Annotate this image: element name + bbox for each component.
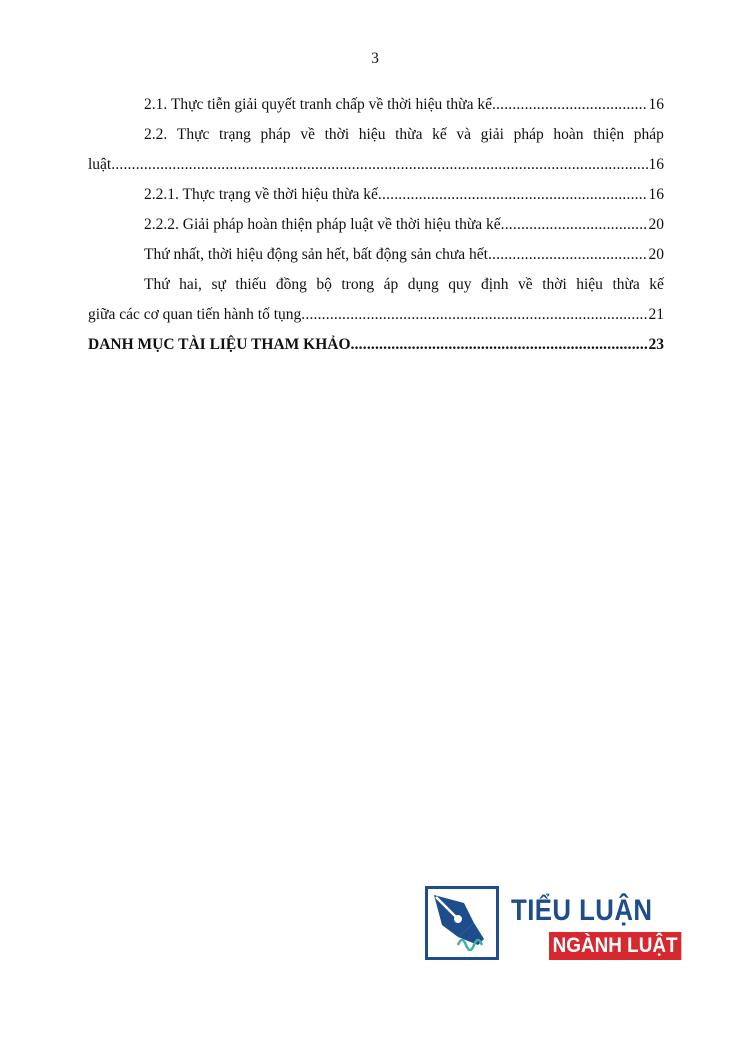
word: giải: [480, 126, 504, 143]
toc-entry-2-2-line2[interactable]: [88, 150, 664, 180]
dot-leader: [492, 90, 648, 120]
toc-entry-label: luật: [88, 156, 112, 173]
word: Thứ: [144, 276, 170, 293]
word: 2.2.: [144, 126, 168, 143]
word: kế: [432, 126, 447, 143]
word: dụng: [407, 276, 439, 293]
toc-entry-label: 2.1. Thực tiễn giải quyết tranh chấp về thời hiệu thừa kế: [144, 96, 492, 113]
word: thiện: [593, 126, 625, 143]
word: định: [480, 276, 509, 293]
table-of-contents: [88, 90, 664, 360]
toc-page-number: 16: [648, 96, 664, 113]
dot-leader: [301, 300, 647, 330]
word: thời: [324, 126, 350, 143]
word: hoàn: [553, 126, 584, 143]
dot-leader: [351, 330, 648, 360]
word: sự: [211, 276, 226, 293]
toc-entry-2-1[interactable]: [88, 90, 664, 120]
word: quy: [448, 276, 472, 293]
word: pháp: [260, 126, 291, 143]
toc-page-number: 16: [648, 156, 664, 173]
word: thời: [542, 276, 567, 293]
toc-page-number: 16: [648, 186, 664, 203]
brand-logo: [425, 886, 678, 966]
toc-entry-second-line2[interactable]: [88, 300, 664, 330]
pen-nib-icon: [428, 889, 496, 957]
page-number: 3: [371, 50, 379, 67]
word: thiếu: [235, 276, 267, 293]
word: và: [456, 126, 472, 143]
toc-page-number: 23: [648, 336, 664, 353]
word: về: [518, 276, 533, 293]
dot-leader: [111, 150, 647, 180]
logo-title: TIỂU LUẬN: [511, 894, 653, 927]
toc-entry-2-2-1[interactable]: [88, 180, 664, 210]
dot-leader: [488, 240, 648, 270]
toc-page-number: 20: [648, 216, 664, 233]
word: kế: [649, 276, 664, 293]
word: thừa: [395, 126, 423, 143]
logo-emblem: [425, 886, 499, 960]
word: đồng: [275, 276, 307, 293]
word: hiệu: [358, 126, 386, 143]
toc-entry-label: 2.2.1. Thực trạng về thời hiệu thừa kế: [144, 186, 378, 203]
toc-entry-second-line1[interactable]: [88, 270, 664, 300]
toc-entry-label: Thứ nhất, thời hiệu động sản hết, bất động sản chưa hết: [144, 246, 488, 263]
toc-entry-2-2-line1[interactable]: [88, 120, 664, 150]
logo-subtitle: NGÀNH LUẬT: [549, 932, 681, 960]
word: bộ: [316, 276, 332, 293]
word: thừa: [612, 276, 640, 293]
toc-entry-label: DANH MỤC TÀI LIỆU THAM KHẢO: [88, 336, 351, 353]
toc-entry-2-2-2[interactable]: [88, 210, 664, 240]
word: pháp: [633, 126, 664, 143]
toc-entry-references[interactable]: [88, 330, 664, 360]
dot-leader: [501, 210, 648, 240]
dot-leader: [378, 180, 648, 210]
word: trạng: [219, 126, 251, 143]
toc-page-number: 21: [648, 306, 664, 323]
word: Thực: [176, 126, 210, 143]
word: hai,: [179, 276, 202, 293]
word: trong: [341, 276, 375, 293]
toc-page-number: 20: [648, 246, 664, 263]
word: về: [300, 126, 315, 143]
word: pháp: [513, 126, 544, 143]
word: áp: [383, 276, 399, 293]
word: hiệu: [576, 276, 603, 293]
toc-entry-first[interactable]: [88, 240, 664, 270]
toc-entry-label: giữa các cơ quan tiến hành tố tụng: [88, 306, 302, 323]
toc-entry-label: 2.2.2. Giải pháp hoàn thiện pháp luật về thời hiệu thừa kế: [144, 216, 501, 233]
